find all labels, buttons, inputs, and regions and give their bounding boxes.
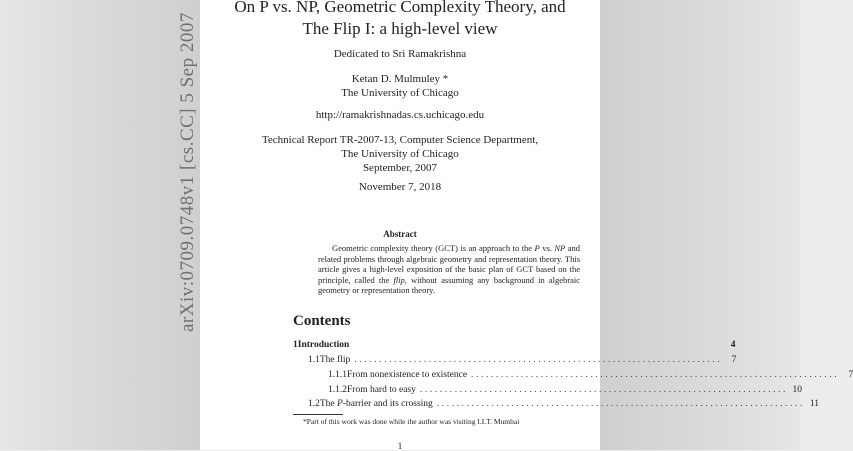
toc-title: The flip	[319, 355, 351, 365]
abstract-text-1: Geometric complexity theory (GCT) is an approach to the	[332, 243, 535, 253]
author-block	[200, 72, 600, 100]
toc-entry[interactable]	[293, 340, 736, 350]
toc-entry[interactable]	[328, 385, 803, 395]
toc-page: 7	[848, 370, 853, 380]
paper-date: November 7, 2018	[358, 181, 442, 193]
toc-title: Introduction	[297, 340, 350, 350]
page-number: 1	[397, 441, 403, 451]
paper-title	[200, 0, 600, 40]
report-line-2: The University of Chicago	[341, 148, 459, 160]
arxiv-identifier: arXiv:0709.0748v1 [cs.CC] 5 Sep 2007	[177, 12, 198, 332]
toc-number: 1.1.1	[328, 370, 347, 380]
toc-title-post: -barrier and its crossing	[342, 399, 433, 409]
toc-leader: ..........................................................................	[419, 385, 789, 395]
toc-number: 1.2	[308, 399, 320, 409]
dedication: Dedicated to Sri Ramakrishna	[333, 48, 467, 60]
toc-page: 11	[809, 399, 819, 409]
left-background	[0, 0, 200, 450]
toc-entry[interactable]	[328, 370, 853, 380]
toc-number: 1.1.2	[328, 385, 347, 395]
title-line-2: The Flip I: a high-level view	[302, 19, 498, 38]
toc-entry[interactable]	[308, 399, 819, 409]
author-affiliation: The University of Chicago	[341, 87, 459, 99]
author-name: Ketan D. Mulmuley *	[351, 73, 449, 85]
toc-page: 4	[730, 340, 736, 350]
report-line-1: Technical Report TR-2007-13, Computer Science Department,	[261, 134, 539, 146]
abstract-text	[318, 243, 580, 296]
abstract-text-2: vs.	[539, 243, 555, 253]
abstract-heading: Abstract	[383, 229, 417, 239]
toc-title: From nonexistence to existence	[347, 370, 468, 380]
toc-title	[320, 399, 433, 409]
abstract-p: P	[534, 243, 540, 253]
abstract-np: NP	[554, 243, 566, 253]
abstract-flip: flip	[393, 274, 405, 285]
contents-heading: Contents	[293, 313, 351, 329]
toc-title: From hard to easy	[347, 385, 416, 395]
toc-page: 7	[731, 355, 737, 365]
footnote: *Part of this work was done while the author was visiting I.I.T. Mumbai	[303, 417, 520, 426]
toc-leader: ..........................................................................	[471, 370, 840, 380]
toc-entry[interactable]	[308, 355, 737, 365]
toc-leader: ..........................................................................	[354, 355, 723, 365]
toc-number: 1	[293, 340, 298, 350]
toc-title-em: P	[337, 399, 343, 409]
report-line-3: September, 2007	[362, 162, 438, 174]
toc-leader: ..........................................................................	[436, 399, 805, 409]
document-page	[200, 0, 853, 451]
title-line-1: On P vs. NP, Geometric Complexity Theory, and	[234, 0, 566, 16]
toc-number: 1.1	[308, 355, 320, 365]
author-url[interactable]: http://ramakrishnadas.cs.uchicago.edu	[315, 109, 485, 121]
footnote-rule	[293, 414, 343, 415]
report-info	[200, 133, 600, 175]
toc-page: 10	[792, 385, 803, 395]
abstract-text-3: and related problems through algebraic geometry and representation theory. This article gives a high-level exposition of the basic plan of GCT based on the principle, called the	[318, 243, 580, 285]
toc-title-pre: The	[319, 399, 338, 409]
abstract-text-4: , without assuming any background in algebraic geometry or representation theory.	[318, 274, 580, 295]
right-background	[600, 0, 803, 450]
